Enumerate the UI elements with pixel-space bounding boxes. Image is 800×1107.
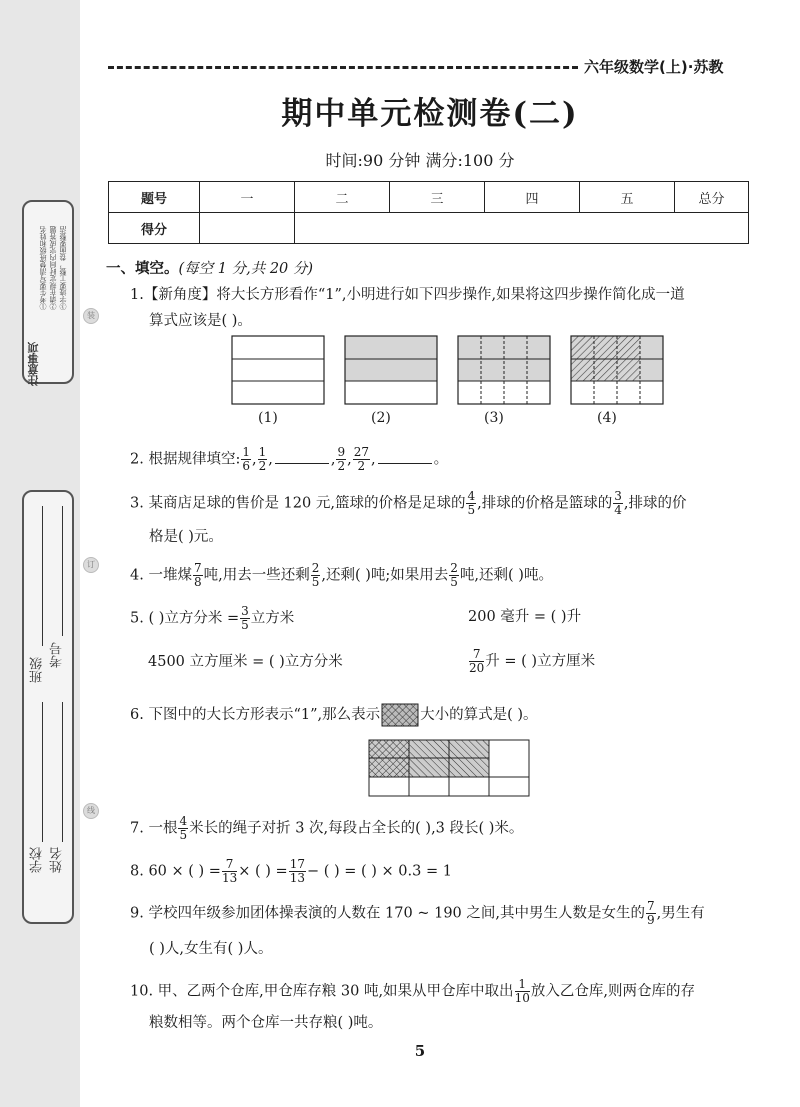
score-input-cell[interactable] [295, 213, 749, 244]
fraction: $\frac{1}{2}$ [258, 445, 267, 474]
score-row-label: 得分 [109, 213, 200, 244]
fraction: $\frac{3}{4}$ [614, 489, 622, 518]
fraction: $\frac{2}{5}$ [450, 561, 458, 590]
notice-line: ①考生要写清楚班级和姓名 [39, 226, 47, 310]
section-title-text: 一、填空。 [106, 261, 179, 277]
diagram-caption: (1) [258, 410, 278, 426]
section-note: (每空 1 分,共 20 分) [178, 261, 314, 277]
question-5-part-b: 200 毫升 = ( )升 [468, 609, 582, 625]
question-3-line-2: 格是( )元。 [149, 529, 223, 545]
question-2: 2. 根据规律填空: $\frac{1}{6}$ , $\frac{1}{2}$ , , $\frac{9}{2}$ , $\frac{27}{2}$ , 。 [130, 445, 449, 474]
score-header-cell: 四 [485, 182, 580, 213]
question-5-part-c: 4500 立方厘米 = ( )立方分米 [148, 654, 343, 670]
name-label: 姓名 [50, 847, 65, 873]
question-7: 7. 一根 $\frac{4}{5}$ 米长的绳子对折 3 次,每段占全长的( ),3 段长( )米。 [130, 814, 524, 843]
question-10-line-1: 10. 甲、乙两个仓库,甲仓库存粮 30 吨,如果从甲仓库中取出 $\frac{1}{10}$ 放入乙仓库,则两仓库的存 [130, 977, 695, 1006]
score-table-score-row [109, 213, 749, 244]
school-field-line[interactable] [42, 702, 43, 842]
score-header-cell: 二 [295, 182, 390, 213]
fraction: $\frac{3}{5}$ [241, 604, 249, 633]
binding-hole: 订 [83, 557, 99, 573]
score-input-cell[interactable] [200, 213, 295, 244]
page-number: 5 [414, 1042, 426, 1060]
question-9-line-2: ( )人,女生有( )人。 [149, 941, 273, 957]
score-table [108, 181, 749, 244]
question-4: 4. 一堆煤 $\frac{7}{8}$ 吨,用去一些还剩 $\frac{2}{5}$ ,还剩( )吨;如果用去 $\frac{2}{5}$ 吨,还剩( )吨。 [130, 561, 553, 590]
info-box [22, 490, 74, 924]
diagram-caption: (3) [484, 410, 504, 426]
diagram-3 [458, 336, 550, 404]
class-label: 班级 [30, 657, 45, 683]
fraction: $\frac{27}{2}$ [353, 445, 369, 474]
fraction: $\frac{7}{8}$ [193, 561, 202, 590]
score-header-cell: 题号 [109, 182, 200, 213]
fraction: $\frac{7}{20}$ [469, 647, 485, 676]
diagram-caption: (2) [371, 410, 391, 426]
hatched-square-icon [381, 703, 419, 727]
fraction: $\frac{9}{2}$ [337, 445, 346, 474]
time-info: 时间:90 分钟 满分:100 分 [325, 151, 515, 170]
question-1-line-2: 算式应该是( )。 [149, 313, 252, 329]
subject-label: 六年级数学(上)·苏教 [584, 58, 724, 76]
question-1-line-1: 1.【新角度】将大长方形看作“1”,小明进行如下四步操作,如果将这四步操作简化成一道 [130, 287, 685, 303]
score-table-header-row [109, 182, 749, 213]
answer-blank[interactable] [378, 463, 432, 464]
fraction: $\frac{1}{6}$ [242, 445, 250, 474]
notice-title: 注意事项 [27, 342, 40, 386]
question-5-part-d: $\frac{7}{20}$ 升 = ( )立方厘米 [469, 647, 596, 676]
school-label: 学校 [30, 847, 45, 873]
question-1-diagrams [230, 334, 670, 406]
diagram-1 [232, 336, 324, 404]
fraction: $\frac{4}{5}$ [179, 814, 188, 843]
fraction: $\frac{17}{13}$ [289, 857, 305, 886]
question-6: 6. 下图中的大长方形表示“1”,那么表示 大小的算式是( )。 [130, 703, 538, 727]
score-header-cell: 一 [200, 182, 295, 213]
exam-number-field-line[interactable] [62, 506, 63, 636]
page-title: 期中单元检测卷(二) [281, 96, 579, 132]
class-field-line[interactable] [42, 506, 43, 646]
question-9-line-1: 9. 学校四年级参加团体操表演的人数在 170 ~ 190 之间,其中男生人数是女生的 $\frac{7}{9}$ ,男生有 [130, 899, 705, 928]
section-title [106, 262, 313, 277]
question-10-line-2: 粮数相等。两个仓库一共存粮( )吨。 [149, 1015, 383, 1031]
fraction: $\frac{7}{9}$ [647, 899, 655, 928]
diagram-2 [345, 336, 437, 404]
question-8: 8. 60 × ( ) = $\frac{7}{13}$ × ( ) = $\frac{17}{13}$ − ( ) = ( ) × 0.3 = 1 [130, 857, 452, 886]
question-5-part-a: 5. ( )立方分米 = $\frac{3}{5}$ 立方米 [130, 604, 295, 633]
fraction: $\frac{1}{10}$ [514, 977, 530, 1006]
question-3-line-1: 3. 某商店足球的售价是 120 元,篮球的价格是足球的 $\frac{4}{5}$ ,排球的价格是篮球的 $\frac{3}{4}$ ,排球的价 [130, 489, 687, 518]
fraction: $\frac{4}{5}$ [467, 489, 476, 518]
exam-number-label: 考号 [50, 642, 65, 668]
score-header-cell: 五 [580, 182, 675, 213]
notice-line: ②请在规定时间内完成答题 [49, 226, 57, 310]
score-header-cell: 三 [390, 182, 485, 213]
q2-prefix: 2. 根据规律填空: [130, 451, 241, 468]
fraction: $\frac{7}{13}$ [221, 857, 238, 886]
diagram-caption: (4) [597, 410, 617, 426]
name-field-line[interactable] [62, 702, 63, 842]
answer-blank[interactable] [275, 463, 329, 464]
binding-hole: 线 [83, 803, 99, 819]
notice-line: ③字迹要工整，卷面要整洁 [59, 226, 67, 310]
diagram-4 [571, 336, 663, 404]
score-header-cell: 总分 [675, 182, 749, 213]
header-dash-line [108, 66, 578, 69]
question-6-diagram [368, 739, 530, 797]
fraction: $\frac{2}{5}$ [311, 561, 320, 590]
binding-hole: 装 [83, 308, 99, 324]
notice-box [22, 200, 74, 384]
